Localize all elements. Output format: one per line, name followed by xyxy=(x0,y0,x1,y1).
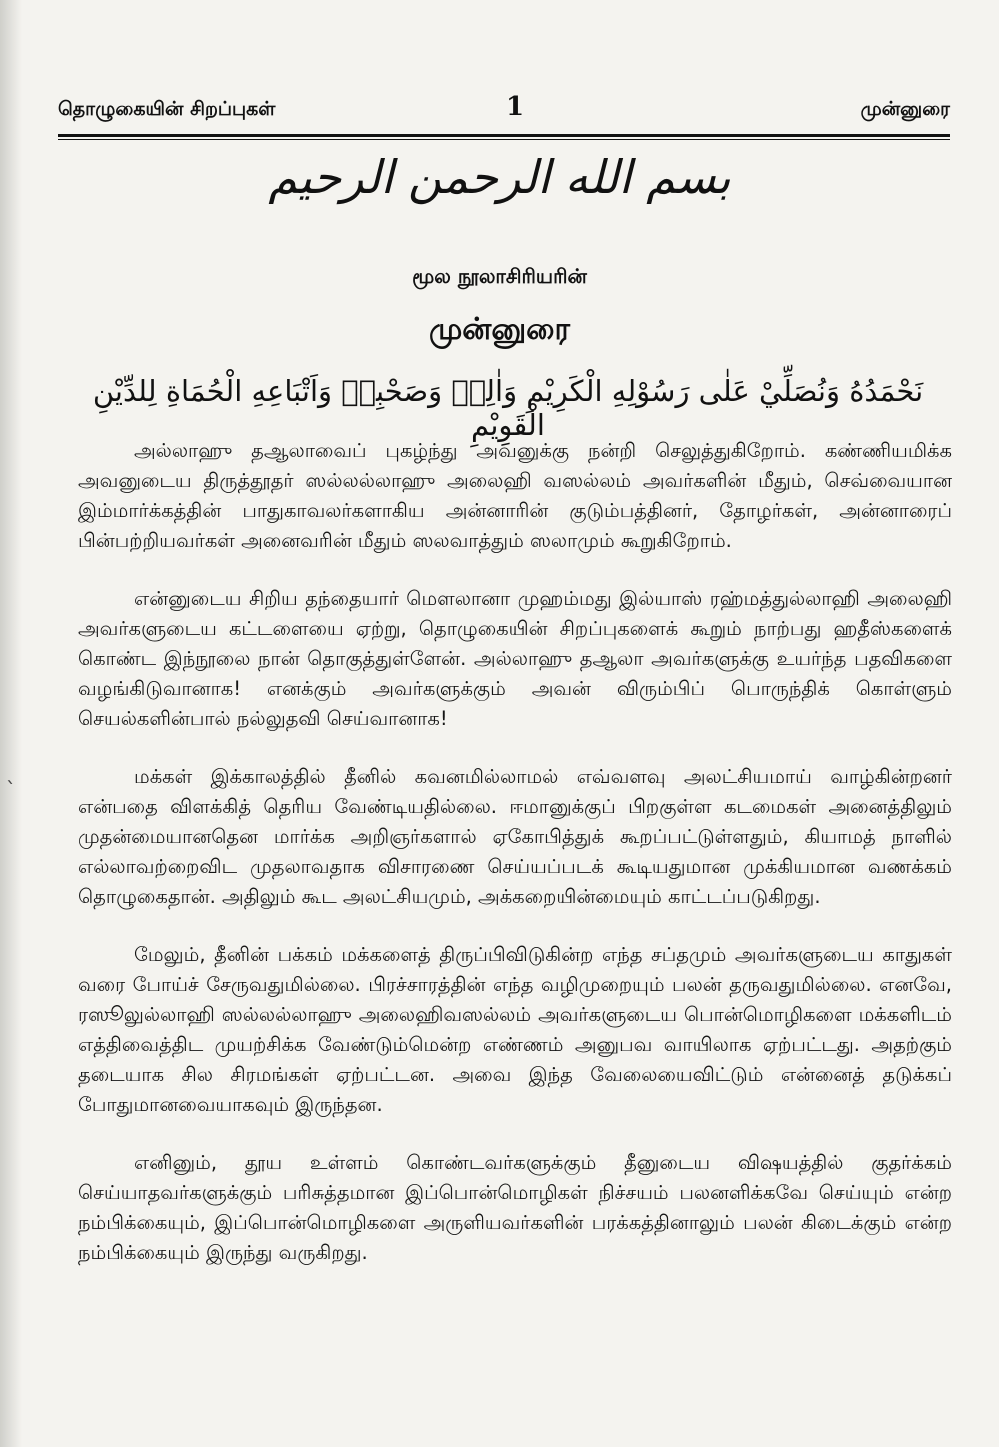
subtitle: மூல நூலாசிரியரின் xyxy=(412,264,587,288)
scan-shadow-edge xyxy=(0,0,22,1447)
body-text xyxy=(78,436,952,1296)
header-rule-thick xyxy=(58,134,950,137)
paragraph-5: எனினும், தூய உள்ளம் கொண்டவர்களுக்கும் தீனுடைய விஷயத்தில் குதர்க்கம் செய்யாதவர்களுக்கும் பரிசுத்தமான இப்பொன்மொழிகள் நிச்சயம் பலனளிக்கவே செய்யும் என்ற நம்பிக்கையும், இப்பொன்மொழிகளை அருளியவர்களின் பரக்கத்தினாலும் பலன் கிடைக்கும் என்ற நம்பிக்கையும் இருந்து வருகிறது. xyxy=(78,1151,952,1264)
page-header xyxy=(58,92,950,132)
running-title: தொழுகையின் சிறப்புகள் xyxy=(58,98,276,120)
page-number: 1 xyxy=(506,92,525,122)
scan-speck: ˎ xyxy=(6,760,16,784)
header-rule-thin xyxy=(58,139,950,140)
basmala-calligraphy: بسم الله الرحمن الرحيم xyxy=(268,150,731,204)
page-title: முன்னுரை xyxy=(428,312,571,347)
arabic-invocation: نَحْمَدُهُ وَنُصَلِّيْ عَلٰى رَسُوْلِهِ الْكَرِيْمِ وَاٰلِهٖ وَصَحْبِهٖ وَاَتْبَاعِهِ الْحُمَاةِ لِلدِّيْنِ الْقَوِيْمِ xyxy=(92,374,924,442)
paragraph-1: அல்லாஹு தஆலாவைப் புகழ்ந்து அவனுக்கு நன்றி செலுத்துகிறோம். கண்ணியமிக்க அவனுடைய திருத்தூதர் ஸல்லல்லாஹு அலைஹி வஸல்லம் அவர்களின் மீதும், செவ்வையான இம்மார்க்கத்தின் பாதுகாவலர்களாகிய அன்னாரின் குடும்பத்தினர், தோழர்கள், அன்னாரைப் பின்பற்றியவர்கள் அனைவரின் மீதும் ஸலவாத்தும் ஸலாமும் கூறுகிறோம். xyxy=(78,439,952,552)
paragraph-4: மேலும், தீனின் பக்கம் மக்களைத் திருப்பிவிடுகின்ற எந்த சப்தமும் அவர்களுடைய காதுகள் வரை போய்ச் சேருவதுமில்லை. பிரச்சாரத்தின் எந்த வழிமுறையும் பலன் தருவதுமில்லை. எனவே, ரஸூலுல்லாஹி ஸல்லல்லாஹு அலைஹிவஸல்லம் அவர்களுடைய பொன்மொழிகளை மக்களிடம் எத்திவைத்திட முயற்சிக்க வேண்டும்மென்ற எண்ணம் அனுபவ வாயிலாக ஏற்பட்டது. அதற்கும் தடையாக சில சிரமங்கள் ஏற்பட்டன. அவை இந்த வேலையைவிட்டும் என்னைத் தடுக்கப் போதுமானவையாகவும் இருந்தன. xyxy=(78,943,952,1116)
section-title: முன்னுரை xyxy=(860,98,950,120)
paragraph-2: என்னுடைய சிறிய தந்தையார் மௌலானா முஹம்மது இல்யாஸ் ரஹ்மத்துல்லாஹி அலைஹி அவர்களுடைய கட்டளையை ஏற்று, தொழுகையின் சிறப்புகளைக் கூறும் நாற்பது ஹதீஸ்களைக் கொண்ட இந்நூலை நான் தொகுத்துள்ளேன். அல்லாஹு தஆலா அவர்களுக்கு உயர்ந்த பதவிகளை வழங்கிடுவானாக! எனக்கும் அவர்களுக்கும் அவன் விரும்பிப் பொருந்திக் கொள்ளும் செயல்களின்பால் நல்லுதவி செய்வானாக! xyxy=(78,587,952,730)
paragraph-3: மக்கள் இக்காலத்தில் தீனில் கவனமில்லாமல் எவ்வளவு அலட்சியமாய் வாழ்கின்றனர் என்பதை விளக்கித் தெரிய வேண்டியதில்லை. ஈமானுக்குப் பிறகுள்ள கடமைகள் அனைத்திலும் முதன்மையானதென மார்க்க அறிஞர்களால் ஏகோபித்துக் கூறப்பட்டுள்ளதும், கியாமத் நாளில் எல்லாவற்றைவிட முதலாவதாக விசாரணை செய்யப்படக் கூடியதுமான முக்கியமான வணக்கம் தொழுகைதான். அதிலும் கூட அலட்சியமும், அக்கறையின்மையும் காட்டப்படுகிறது. xyxy=(78,765,952,908)
